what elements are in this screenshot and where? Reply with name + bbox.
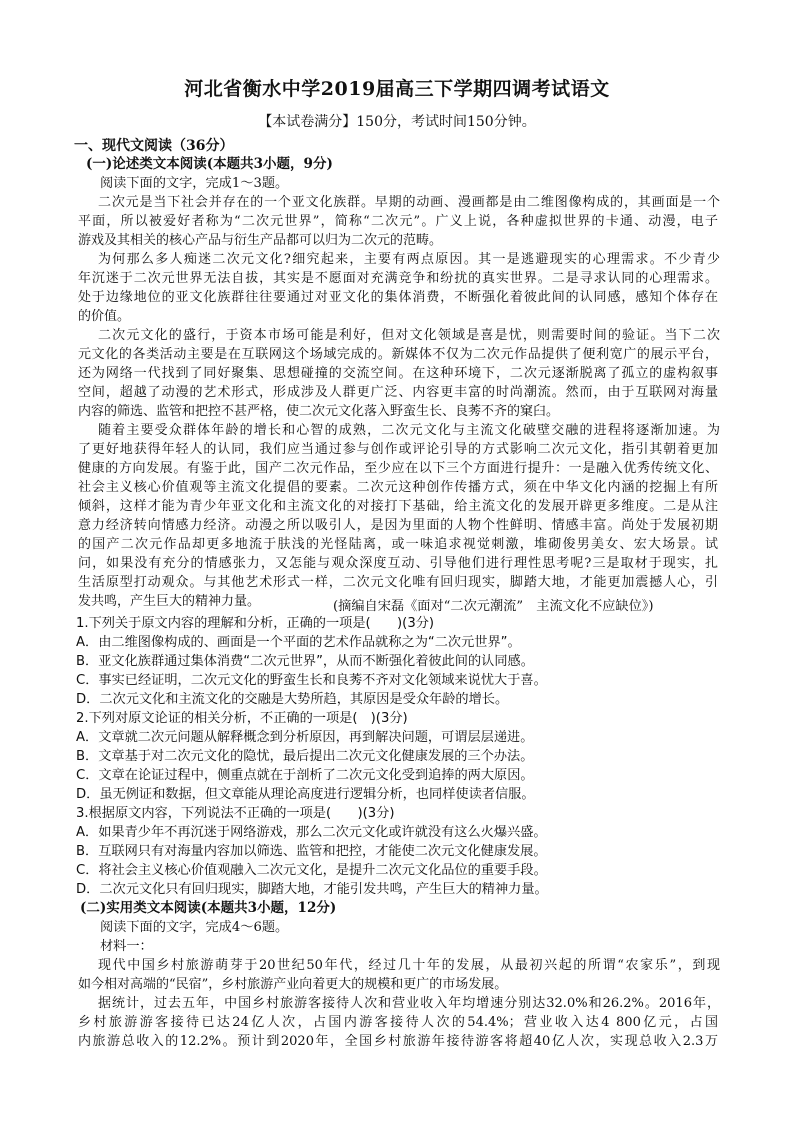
part1-heading: (一)论述类文本阅读(本题共3小题，9分) — [86, 156, 333, 172]
passage-line: 生活原型打动观众。与其他艺术形式一样，二次元文化唯有回归现实，脚踏大地，才能更加震撼人心，引 — [78, 575, 718, 590]
question-stem: 2.下列对原文论证的相关分析，不正确的一项是( )(3分) — [76, 711, 408, 726]
passage-line: 了更好地获得年轻人的认同，我们应当通过参与创作或评论引导的方式影响二次元文化，指引其朝着更加 — [78, 442, 718, 457]
page-subtitle: 【本试卷满分】150分，考试时间150分钟。 — [258, 114, 536, 130]
passage-line: 随着主要受众群体年龄的增长和心智的成熟，二次元文化与主流文化破壁交融的进程将逐渐加速。为 — [98, 423, 720, 438]
question-option: B．亚文化族群通过集体消费“二次元世界”，从而不断强化着彼此间的认同感。 — [76, 654, 534, 669]
question-option: A．文章就二次元问题从解释概念到分析原因，再到解决问题，可谓层层递进。 — [76, 730, 534, 745]
passage-line: 问，如果没有充分的情感张力，又怎能与观众深度互动、引导他们进行理性思考呢?三是取材于现实，扎 — [78, 556, 718, 571]
question-stem: 1.下列关于原文内容的理解和分析，正确的一项是( )(3分) — [76, 616, 435, 631]
passage-line: 内容的筛选、监管和把控不甚严格，使二次元文化落入野蛮生长、良莠不齐的窠臼。 — [78, 404, 560, 419]
passage-line: 社会主义核心价值观等主流文化提倡的要素。二次元这种创作传播方式，须在中华文化内涵的挖掘上有所 — [78, 480, 718, 495]
passage-line: 如今相对高端的“民宿”，乡村旅游产业向着更大的规模和更广的市场发展。 — [78, 977, 508, 992]
question-stem: 3.根据原文内容，下列说法不正确的一项是( )(3分) — [76, 806, 395, 821]
material-label: 材料一： — [100, 939, 153, 954]
passage-source: (摘编自宋磊《面对“二次元潮流” 主流文化不应缺位》) — [333, 599, 654, 614]
passage-line: 年沉迷于二次元世界无法自拔，其实是不愿面对充满竞争和纷扰的真实世界。二是寻求认同的心理需求。 — [78, 271, 718, 286]
passage-line: 发共鸣，产生巨大的精神力量。 — [78, 594, 261, 609]
passage-line: 处于边缘地位的亚文化族群往往要通过对亚文化的集体消费，不断强化着彼此间的认同感，感知个体存在 — [78, 290, 718, 305]
passage-line: 现代中国乡村旅游萌芽于20世纪50年代，经过几十年的发展，从最初兴起的所谓“农家乐”，到现 — [98, 958, 720, 973]
part2-heading: (二)实用类文本阅读(本题共3小题，12分) — [80, 900, 337, 916]
question-option: C．事实已经证明，二次元文化的野蛮生长和良莠不齐对文化领域来说忧大于喜。 — [76, 673, 547, 688]
passage-line: 倾斜，这样才能为青少年亚文化和主流文化的对接打下基础，给主流文化的发展开辟更多维度。二是从注 — [78, 499, 718, 514]
part2-instruction: 阅读下面的文字，完成4～6题。 — [100, 920, 289, 935]
passage-line: 据统计，过去五年，中国乡村旅游客接待人次和营业收入年均增速分别达32.0%和26.2%。2016年， — [98, 996, 720, 1011]
passage-line: 二次元是当下社会并存在的一个亚文化族群。早期的动画、漫画都是由二维图像构成的，其画面是一个 — [98, 195, 720, 210]
passage-line: 元文化的各类活动主要是在互联网这个场域完成的。新媒体不仅为二次元作品提供了便利宽广的展示平台， — [78, 347, 718, 362]
question-option: B．文章基于对二次元文化的隐忧，最后提出二次元文化健康发展的三个办法。 — [76, 749, 534, 764]
page-title: 河北省衡水中学2019届高三下学期四调考试语文 — [184, 78, 610, 100]
passage-line: 平面，所以被爱好者称为“二次元世界”，简称“二次元”。广义上说，各种虚拟世界的卡通、动漫，电子 — [78, 214, 718, 229]
passage-line: 空间，超越了动漫的艺术形式，形成涉及人群更广泛、内容更丰富的时尚潮流。然而，由于互联网对海量 — [78, 385, 718, 400]
question-option: D．二次元文化和主流文化的交融是大势所趋，其原因是受众年龄的增长。 — [76, 692, 509, 707]
passage-line: 游戏及其相关的核心产品与衍生产品都可以归为二次元的范畴。 — [78, 233, 443, 248]
passage-line: 为何那么多人痴迷二次元文化?细究起来，主要有两点原因。其一是逃避现实的心理需求。不少青少 — [98, 252, 720, 267]
question-option: A．如果青少年不再沉迷于网络游戏，那么二次元文化或许就没有这么火爆兴盛。 — [76, 825, 547, 840]
passage-line: 的价值。 — [78, 309, 131, 324]
passage-line: 还为网络一代找到了同好聚集、思想碰撞的交流空间。在这种环境下，二次元逐渐脱离了孤立的虚构叙事 — [78, 366, 718, 381]
passage-line: 乡村旅游游客接待已达24亿人次，占国内游客接待人次的54.4%；营业收入达4 800亿元，占国 — [78, 1015, 718, 1030]
part1-instruction: 阅读下面的文字，完成1～3题。 — [100, 176, 289, 191]
passage-line: 的国产二次元作品却更多地流于肤浅的光怪陆离，或一味追求视觉刺激，堆砌俊男美女、宏大场景。试 — [78, 537, 718, 552]
question-option: D．虽无例证和数据，但文章能从理论高度进行逻辑分析，也同样使读者信服。 — [76, 787, 535, 802]
passage-line: 内旅游总收入的12.2%。预计到2020年，全国乡村旅游年接待游客将超40亿人次，实现总收入2.3万 — [78, 1034, 718, 1049]
question-option: C．文章在论证过程中，侧重点就在于剖析了二次元文化受到追捧的两大原因。 — [76, 768, 534, 783]
question-option: B．互联网只有对海量内容加以筛选、监管和把控，才能使二次元文化健康发展。 — [76, 844, 547, 859]
section-heading: 一、现代文阅读（36分） — [74, 138, 234, 154]
question-option: A．由二维图像构成的、画面是一个平面的艺术作品就称之为“二次元世界”。 — [76, 635, 521, 650]
question-option: D．二次元文化只有回归现实，脚踏大地，才能引发共鸣，产生巨大的精神力量。 — [76, 882, 548, 897]
passage-line: 意力经济转向情感力经济。动漫之所以吸引人，是因为里面的人物个性鲜明、情感丰富。尚处于发展初期 — [78, 518, 718, 533]
passage-line: 健康的方向发展。有鉴于此，国产二次元作品，至少应在以下三个方面进行提升：一是融入优秀传统文化、 — [78, 461, 718, 476]
question-option: C．将社会主义核心价值观融入二次元文化，是提升二次元文化品位的重要手段。 — [76, 863, 547, 878]
passage-line: 二次元文化的盛行，于资本市场可能是利好，但对文化领域是喜是忧，则需要时间的验证。当下二次 — [98, 328, 720, 343]
